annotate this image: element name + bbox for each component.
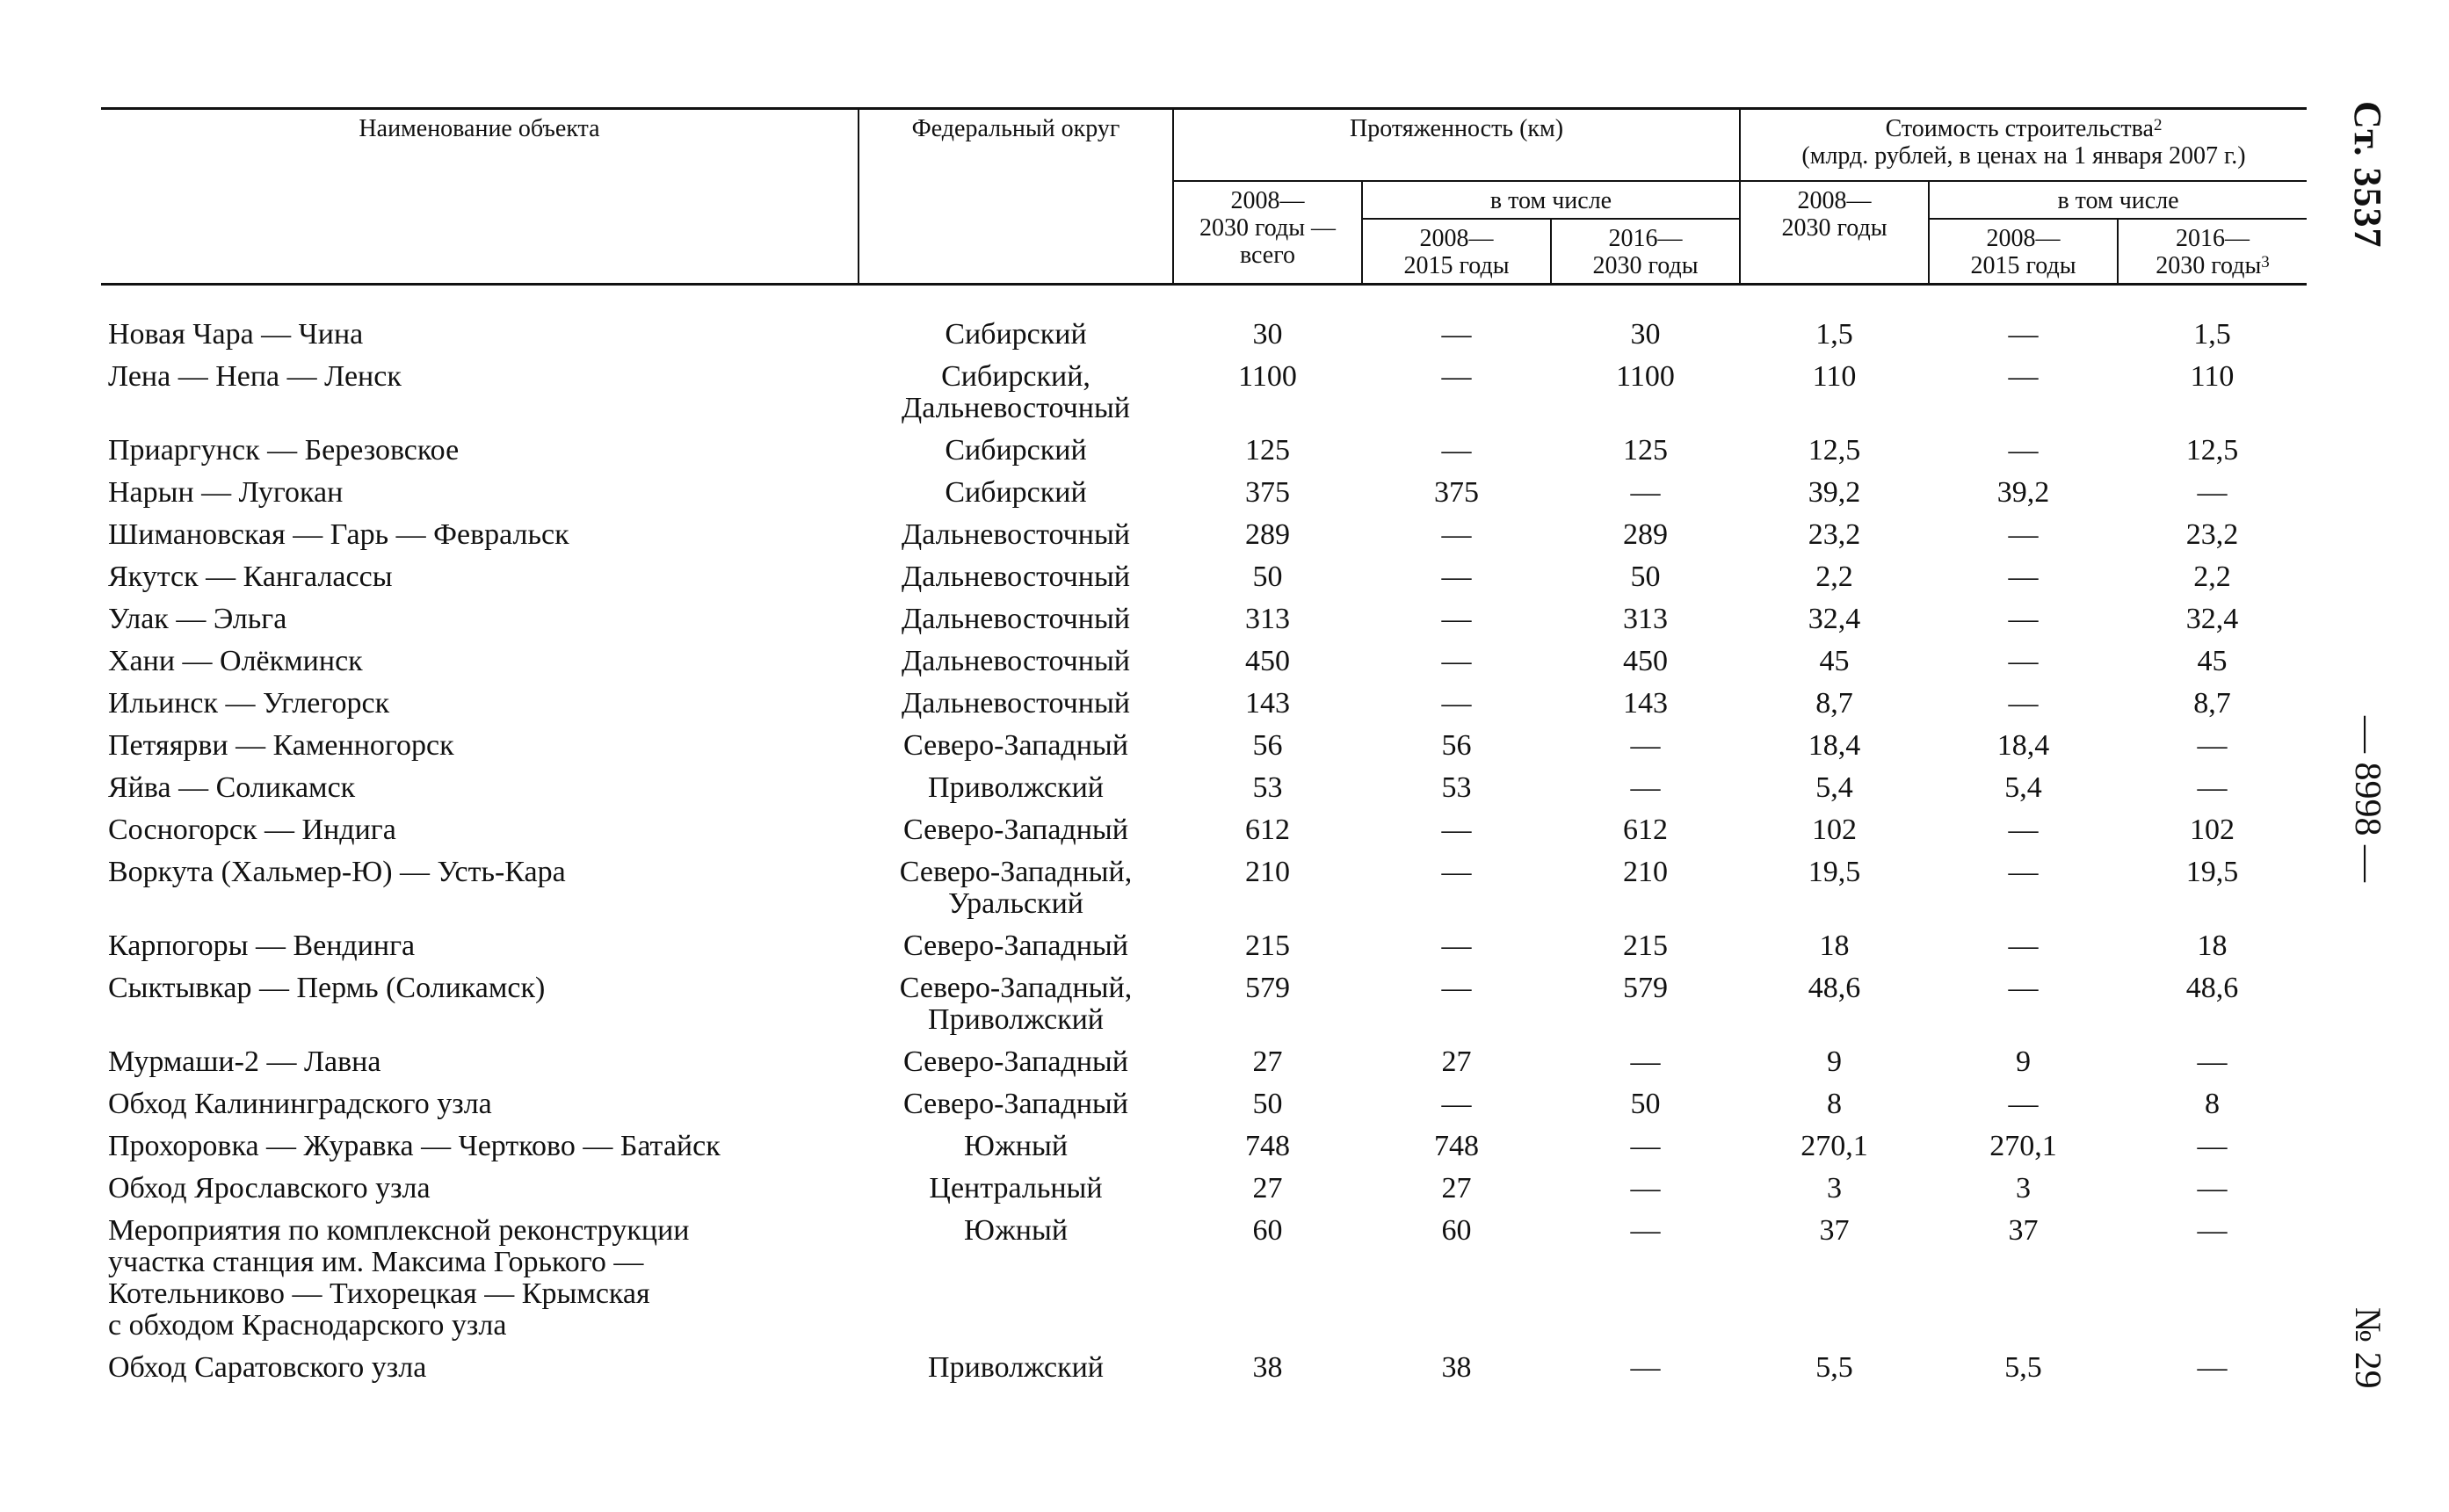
cell-cost-2016-2030: — [2197, 1130, 2228, 1162]
header-line: 2030 годы [2156, 252, 2262, 279]
issue-number: № 29 [2347, 1307, 2387, 1389]
cell-cost-2016-2030: 19,5 [2185, 856, 2239, 888]
cell-object-name-line: Карпогоры — Вендинга [108, 930, 416, 962]
cell-federal-district [859, 1348, 1173, 1390]
header-cost-group [1740, 109, 2307, 182]
cell-federal-district-line: Южный [963, 1130, 1069, 1162]
cell-object-name-line: Шимановская — Гарь — Февральск [108, 518, 569, 551]
cell-length-2008-2015: — [1441, 318, 1472, 351]
header-line: 2008— [1986, 225, 2061, 252]
cell-federal-district [859, 926, 1173, 968]
cell-federal-district [859, 1042, 1173, 1084]
cell-object-name [101, 1211, 859, 1348]
header-length-2008-2015 [1362, 219, 1551, 285]
cell-cost-total: 8,7 [1815, 687, 1853, 720]
header-okrug: Федеральный округ [859, 109, 1173, 285]
cell-cost-2008-2015: 3 [2016, 1172, 2032, 1205]
cell-federal-district-line: Уральский [948, 887, 1083, 920]
table-row [101, 968, 2307, 1042]
cell-federal-district [859, 430, 1173, 473]
header-cost-main: Стоимость строительства [1885, 115, 2154, 142]
table-row [101, 1042, 2307, 1084]
cell-federal-district-line: Приволжский [928, 771, 1104, 804]
cell-federal-district [859, 1084, 1173, 1126]
cell-cost-2008-2015: — [2008, 687, 2039, 720]
cell-length-2008-2015: 38 [1441, 1351, 1472, 1384]
cell-cost-total: 9 [1827, 1045, 1843, 1078]
cell-cost-2008-2015: 39,2 [1996, 476, 2050, 509]
cell-cost-2008-2015: — [2008, 814, 2039, 846]
cell-length-2016-2030: 289 [1623, 518, 1668, 551]
table-row [101, 1126, 2307, 1168]
cell-length-2016-2030: — [1630, 729, 1661, 762]
header-line: 2015 годы [1403, 252, 1510, 279]
cell-federal-district [859, 1126, 1173, 1168]
cell-length-total: 30 [1252, 318, 1283, 351]
cell-length-total: 289 [1245, 518, 1290, 551]
header-line: 2015 годы [1970, 252, 2076, 279]
cell-object-name [101, 968, 859, 1042]
cell-federal-district-line: Южный [963, 1214, 1069, 1247]
cell-federal-district [859, 810, 1173, 852]
cell-object-name [101, 1168, 859, 1211]
header-cost-units: (млрд. рублей, в ценах на 1 января 2007 г.) [1801, 142, 2246, 170]
cell-object-name-line: Якутск — Кангалассы [108, 561, 393, 593]
cell-cost-total: 19,5 [1808, 856, 1861, 888]
table-body [101, 285, 2307, 1391]
table-row [101, 285, 2307, 358]
header-length-total-line: 2030 годы — [1199, 214, 1337, 242]
cell-object-name [101, 852, 859, 926]
table-row [101, 641, 2307, 684]
cell-length-2016-2030: — [1630, 1130, 1661, 1162]
cell-federal-district-line: Северо-Западный, [899, 856, 1133, 888]
cell-federal-district [859, 641, 1173, 684]
cell-object-name-line: Обход Ярославского узла [108, 1172, 431, 1205]
cell-cost-total: 110 [1812, 360, 1857, 393]
cell-cost-2016-2030: 32,4 [2185, 603, 2239, 635]
cell-length-2016-2030: 143 [1623, 687, 1668, 720]
cell-object-name-line: Сосногорск — Индига [108, 814, 396, 846]
cell-object-name [101, 726, 859, 768]
cell-length-total: 1100 [1238, 360, 1297, 393]
cell-cost-2008-2015: — [2008, 318, 2039, 351]
cell-length-2008-2015: — [1441, 645, 1472, 677]
cell-cost-2008-2015: — [2008, 856, 2039, 888]
cell-object-name-line: Обход Калининградского узла [108, 1088, 492, 1120]
header-cost-total [1740, 181, 1929, 285]
cell-object-name [101, 515, 859, 557]
cell-length-2016-2030: — [1630, 1172, 1661, 1205]
cell-cost-2016-2030: 110 [2190, 360, 2235, 393]
cell-cost-2008-2015: — [2008, 434, 2039, 467]
cell-length-total: 612 [1245, 814, 1290, 846]
cell-object-name-line: Ильинск — Углегорск [108, 687, 390, 720]
cell-federal-district [859, 285, 1173, 358]
cell-length-total: 748 [1245, 1130, 1290, 1162]
cell-length-total: 27 [1252, 1172, 1283, 1205]
table-header [101, 109, 2307, 285]
table-row [101, 1211, 2307, 1348]
cell-cost-total: 3 [1827, 1172, 1843, 1205]
cell-federal-district [859, 599, 1173, 641]
cell-length-2016-2030: — [1630, 1351, 1661, 1384]
cell-length-2008-2015: 60 [1441, 1214, 1472, 1247]
header-cost-total-line: 2008— [1797, 187, 1872, 214]
header-length-group: Протяженность (км) [1173, 109, 1740, 182]
cell-object-name-line: Хани — Олёкминск [108, 645, 363, 677]
cell-length-2008-2015: — [1441, 930, 1472, 962]
cell-federal-district [859, 684, 1173, 726]
cell-object-name-line: Сыктывкар — Пермь (Соликамск) [108, 972, 546, 1004]
cell-cost-total: 18,4 [1808, 729, 1861, 762]
cell-length-total: 53 [1252, 771, 1283, 804]
cell-cost-2016-2030: 23,2 [2185, 518, 2239, 551]
cell-length-total: 50 [1252, 1088, 1283, 1120]
header-length-total-line: 2008— [1230, 187, 1305, 214]
cell-federal-district-line: Дальневосточный [902, 645, 1130, 677]
cell-federal-district-line: Сибирский [945, 434, 1087, 467]
cell-object-name [101, 1042, 859, 1084]
cell-cost-2016-2030: 12,5 [2185, 434, 2239, 467]
cell-cost-2008-2015: 37 [2008, 1214, 2039, 1247]
cell-cost-2016-2030: — [2197, 1172, 2228, 1205]
cell-cost-2008-2015: — [2008, 930, 2039, 962]
header-name: Наименование объекта [101, 109, 859, 285]
cell-length-total: 313 [1245, 603, 1290, 635]
table-row [101, 557, 2307, 599]
cell-object-name-line: Мурмаши-2 — Лавна [108, 1045, 381, 1078]
cell-federal-district-line: Дальневосточный [902, 687, 1130, 720]
cell-federal-district-line: Сибирский, [941, 360, 1090, 393]
table-row [101, 1084, 2307, 1126]
cell-length-2008-2015: — [1441, 603, 1472, 635]
cell-cost-2016-2030: 45 [2197, 645, 2228, 677]
cell-length-2008-2015: 27 [1441, 1172, 1472, 1205]
cell-cost-2016-2030: 18 [2197, 930, 2228, 962]
cell-cost-2016-2030: 1,5 [2193, 318, 2231, 351]
cell-federal-district [859, 726, 1173, 768]
cell-object-name-line: Обход Саратовского узла [108, 1351, 427, 1384]
cell-cost-2016-2030: 8,7 [2193, 687, 2231, 720]
cell-length-2008-2015: — [1441, 518, 1472, 551]
cell-cost-total: 8 [1827, 1088, 1843, 1120]
cell-federal-district [859, 852, 1173, 926]
cell-length-2008-2015: — [1441, 856, 1472, 888]
table-row [101, 810, 2307, 852]
cell-object-name [101, 684, 859, 726]
cell-object-name-line: с обходом Краснодарского узла [108, 1309, 507, 1342]
cell-length-total: 38 [1252, 1351, 1283, 1384]
table-row [101, 473, 2307, 515]
cell-length-2016-2030: 50 [1630, 1088, 1661, 1120]
cell-length-total: 579 [1245, 972, 1290, 1004]
cell-length-total: 375 [1245, 476, 1290, 509]
cell-cost-total: 2,2 [1815, 561, 1853, 593]
cell-cost-2008-2015: — [2008, 360, 2039, 393]
cell-cost-2008-2015: — [2008, 603, 2039, 635]
cell-cost-total: 23,2 [1808, 518, 1861, 551]
cell-length-2008-2015: — [1441, 687, 1472, 720]
cell-length-2008-2015: — [1441, 434, 1472, 467]
cell-cost-total: 5,5 [1815, 1351, 1853, 1384]
cell-length-2016-2030: — [1630, 771, 1661, 804]
cell-length-2016-2030: — [1630, 1045, 1661, 1078]
cell-cost-2008-2015: — [2008, 561, 2039, 593]
cell-cost-2008-2015: — [2008, 645, 2039, 677]
cell-cost-total: 32,4 [1808, 603, 1861, 635]
cell-object-name-line: Приаргунск — Березовское [108, 434, 460, 467]
cell-cost-2008-2015: 9 [2016, 1045, 2032, 1078]
header-line: 2016— [1608, 225, 1683, 252]
cell-federal-district-line: Северо-Западный [903, 1088, 1128, 1120]
table-row [101, 768, 2307, 810]
table-row [101, 357, 2307, 430]
cell-object-name [101, 430, 859, 473]
cell-cost-2008-2015: — [2008, 1088, 2039, 1120]
cell-length-total: 50 [1252, 561, 1283, 593]
cell-federal-district-line: Дальневосточный [902, 392, 1130, 424]
cell-federal-district [859, 473, 1173, 515]
cell-cost-2016-2030: — [2197, 476, 2228, 509]
header-line: 2008— [1419, 225, 1494, 252]
cell-cost-2016-2030: 102 [2190, 814, 2235, 846]
cell-length-2008-2015: — [1441, 972, 1472, 1004]
header-cost-2016-2030 [2118, 219, 2307, 285]
cell-object-name [101, 357, 859, 430]
cell-cost-2016-2030: 48,6 [2185, 972, 2239, 1004]
cell-federal-district-line: Сибирский [945, 318, 1087, 351]
cell-object-name-line: Улак — Эльга [108, 603, 287, 635]
cell-length-2016-2030: 210 [1623, 856, 1668, 888]
cell-length-total: 27 [1252, 1045, 1283, 1078]
table-row [101, 726, 2307, 768]
cell-cost-2016-2030: 2,2 [2193, 561, 2231, 593]
cell-object-name [101, 1126, 859, 1168]
cell-federal-district [859, 557, 1173, 599]
cell-federal-district-line: Дальневосточный [902, 603, 1130, 635]
cell-federal-district-line: Северо-Западный, [899, 972, 1133, 1004]
cell-cost-2016-2030: — [2197, 729, 2228, 762]
header-cost-footnote: 2 [2153, 116, 2163, 134]
cell-length-total: 210 [1245, 856, 1290, 888]
table-row [101, 430, 2307, 473]
cell-object-name-line: Петяярви — Каменногорск [108, 729, 454, 762]
cell-length-2008-2015: — [1441, 814, 1472, 846]
header-line: 2030 годы [1592, 252, 1699, 279]
cell-length-2008-2015: 748 [1434, 1130, 1479, 1162]
cell-cost-2008-2015: 5,4 [2004, 771, 2042, 804]
cell-object-name [101, 768, 859, 810]
cell-federal-district-line: Северо-Западный [903, 729, 1128, 762]
cell-length-total: 125 [1245, 434, 1290, 467]
cell-object-name [101, 641, 859, 684]
cell-object-name-line: Мероприятия по комплексной реконструкции [108, 1214, 690, 1247]
cell-federal-district [859, 968, 1173, 1042]
cell-object-name [101, 557, 859, 599]
cell-length-2008-2015: 375 [1434, 476, 1479, 509]
cell-cost-2008-2015: 18,4 [1996, 729, 2050, 762]
cell-cost-2008-2015: 270,1 [1989, 1130, 2057, 1162]
cell-cost-total: 39,2 [1808, 476, 1861, 509]
cell-cost-total: 18 [1819, 930, 1850, 962]
table-row [101, 1168, 2307, 1211]
table-row [101, 684, 2307, 726]
cell-federal-district [859, 1211, 1173, 1348]
cell-length-2016-2030: 215 [1623, 930, 1668, 962]
cell-object-name-line: Прохоровка — Журавка — Чертково — Батайск [108, 1130, 721, 1162]
cell-federal-district-line: Центральный [929, 1172, 1103, 1205]
cell-length-2016-2030: 612 [1623, 814, 1668, 846]
table-row [101, 852, 2307, 926]
cell-length-total: 450 [1245, 645, 1290, 677]
cell-object-name-line: Воркута (Хальмер-Ю) — Усть-Кара [108, 856, 566, 888]
cell-object-name-line: Лена — Непа — Ленск [108, 360, 402, 393]
cell-cost-total: 45 [1819, 645, 1850, 677]
cell-length-2016-2030: 1100 [1616, 360, 1675, 393]
cell-object-name [101, 285, 859, 358]
cell-federal-district-line: Дальневосточный [902, 561, 1130, 593]
cell-cost-total: 37 [1819, 1214, 1850, 1247]
cell-length-2016-2030: 579 [1623, 972, 1668, 1004]
header-length-2016-2030 [1551, 219, 1740, 285]
header-length-incl: в том числе [1362, 181, 1740, 219]
table-row [101, 515, 2307, 557]
cell-length-2016-2030: 313 [1623, 603, 1668, 635]
cell-length-total: 60 [1252, 1214, 1283, 1247]
table-row [101, 1348, 2307, 1390]
cell-federal-district [859, 768, 1173, 810]
cell-object-name [101, 1084, 859, 1126]
cell-cost-2008-2015: 5,5 [2004, 1351, 2042, 1384]
cell-cost-total: 5,4 [1815, 771, 1853, 804]
cell-cost-2008-2015: — [2008, 972, 2039, 1004]
cell-length-2016-2030: 450 [1623, 645, 1668, 677]
cell-length-total: 143 [1245, 687, 1290, 720]
cell-cost-2016-2030: — [2197, 1214, 2228, 1247]
cell-length-2008-2015: 56 [1441, 729, 1472, 762]
cell-federal-district [859, 515, 1173, 557]
cell-object-name [101, 810, 859, 852]
cell-cost-total: 102 [1812, 814, 1858, 846]
cell-federal-district-line: Дальневосточный [902, 518, 1130, 551]
cell-federal-district-line: Приволжский [928, 1351, 1104, 1384]
cell-cost-2016-2030: — [2197, 1045, 2228, 1078]
table-row [101, 599, 2307, 641]
cell-federal-district-line: Сибирский [945, 476, 1087, 509]
header-cost-incl: в том числе [1929, 181, 2307, 219]
cell-length-2016-2030: — [1630, 1214, 1661, 1247]
cell-object-name [101, 926, 859, 968]
page-number: — 8998 — [2347, 716, 2387, 882]
cell-length-2008-2015: 27 [1441, 1045, 1472, 1078]
cell-federal-district-line: Приволжский [928, 1003, 1104, 1036]
header-length-total-line: всего [1239, 242, 1296, 269]
header-line: 2016— [2176, 225, 2250, 252]
cell-object-name [101, 599, 859, 641]
cell-object-name [101, 473, 859, 515]
cell-length-2016-2030: 50 [1630, 561, 1661, 593]
cell-federal-district-line: Северо-Западный [903, 1045, 1128, 1078]
header-length-total [1173, 181, 1362, 285]
header-cost-2016-footnote: 3 [2261, 253, 2270, 271]
cell-cost-2008-2015: — [2008, 518, 2039, 551]
cell-length-2016-2030: 30 [1630, 318, 1661, 351]
cell-federal-district-line: Северо-Западный [903, 814, 1128, 846]
cell-cost-total: 270,1 [1801, 1130, 1868, 1162]
cell-object-name-line: Котельниково — Тихорецкая — Крымская [108, 1277, 650, 1310]
cell-length-total: 215 [1245, 930, 1290, 962]
cell-object-name-line: Яйва — Соликамск [108, 771, 356, 804]
cell-length-2008-2015: 53 [1441, 771, 1472, 804]
cell-object-name-line: участка станция им. Максима Горького — [108, 1246, 644, 1278]
cell-federal-district [859, 357, 1173, 430]
cell-length-2016-2030: 125 [1623, 434, 1668, 467]
header-cost-2008-2015 [1929, 219, 2118, 285]
cell-length-2008-2015: — [1441, 561, 1472, 593]
cell-federal-district [859, 1168, 1173, 1211]
cell-cost-2016-2030: — [2197, 1351, 2228, 1384]
cell-cost-total: 48,6 [1808, 972, 1861, 1004]
cell-federal-district-line: Северо-Западный [903, 930, 1128, 962]
construction-table [101, 107, 2307, 1390]
table-row [101, 926, 2307, 968]
cell-cost-total: 12,5 [1808, 434, 1861, 467]
cell-length-2008-2015: — [1441, 360, 1472, 393]
page-label: Ст. 3537 [2346, 101, 2389, 249]
cell-object-name [101, 1348, 859, 1390]
cell-length-2008-2015: — [1441, 1088, 1472, 1120]
cell-length-2016-2030: — [1630, 476, 1661, 509]
header-cost-total-line: 2030 годы [1781, 214, 1887, 242]
cell-cost-total: 1,5 [1815, 318, 1853, 351]
cell-cost-2016-2030: 8 [2205, 1088, 2221, 1120]
cell-object-name-line: Новая Чара — Чина [108, 318, 364, 351]
cell-object-name-line: Нарын — Лугокан [108, 476, 344, 509]
cell-length-total: 56 [1252, 729, 1283, 762]
cell-cost-2016-2030: — [2197, 771, 2228, 804]
